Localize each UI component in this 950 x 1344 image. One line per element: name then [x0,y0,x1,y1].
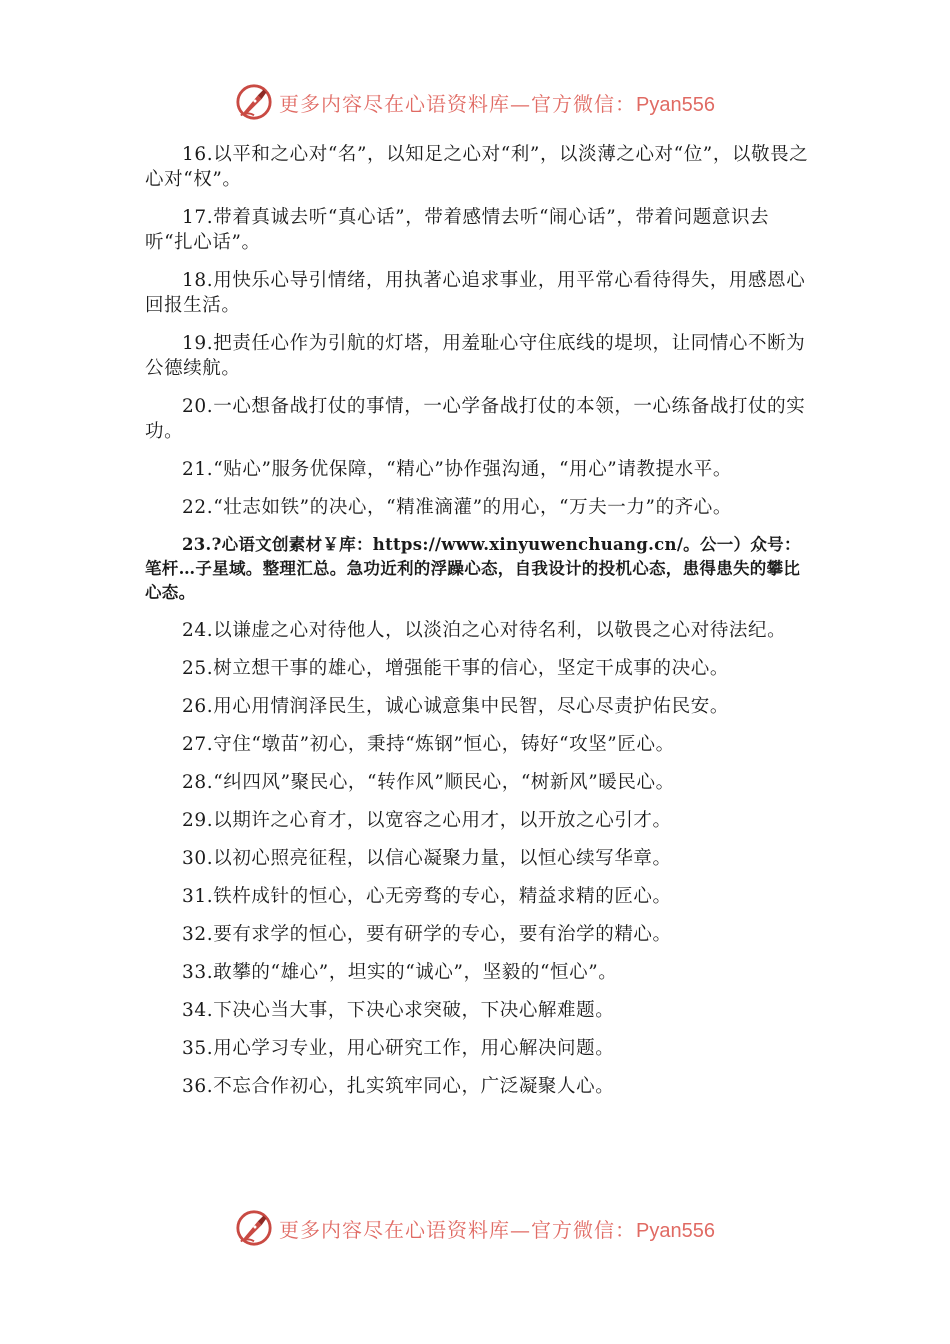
document-body [145,142,811,1112]
list-item-17: 17.带着真诚去听“真心话”，带着感情去听“闹心话”，带着问题意识去听“扎心话”。 [145,207,770,253]
footer-banner [0,1208,950,1248]
list-item-23-ad: 23.?心语文创素材￥库：https://www.xinyuwenchuang.cn/。公一）众号：笔杆…子星域。整理汇总。急功近利的浮躁心态，自我设计的投机心态，患得患失的攀比心态。 [145,535,801,602]
list-item-21: 21.“贴心”服务优保障，“精心”协作强沟通，“用心”请教提水平。 [182,459,732,480]
list-item-30: 30.以初心照亮征程，以信心凝聚力量，以恒心续写华章。 [182,848,672,869]
list-item-36: 36.不忘合作初心，扎实筑牢同心，广泛凝聚人心。 [182,1076,615,1097]
list-item-34: 34.下决心当大事，下决心求突破，下决心解难题。 [182,1000,615,1021]
header-banner-text: 更多内容尽在心语资料库—官方微信：Pyan556 [279,91,715,116]
list-item-31: 31.铁杵成针的恒心，心无旁骛的专心，精益求精的匠心。 [182,886,672,907]
list-item-16: 16.以平和之心对“名”，以知足之心对“利”，以淡薄之心对“位”，以敬畏之心对“权”。 [145,144,809,190]
list-item-32: 32.要有求学的恒心，要有研学的专心，要有治学的精心。 [182,924,672,945]
list-item-19: 19.把责任心作为引航的灯塔，用羞耻心守住底线的堤坝，让同情心不断为公德续航。 [145,333,806,379]
list-item-18: 18.用快乐心导引情绪，用执著心追求事业，用平常心看待得失，用感恩心回报生活。 [145,270,806,316]
list-item-33: 33.敢攀的“雄心”，坦实的“诚心”，坚毅的“恒心”。 [182,962,618,983]
header-banner-id: Pyan556 [636,93,715,116]
fountain-pen-logo-icon [235,1209,273,1247]
list-item-35: 35.用心学习专业，用心研究工作，用心解决问题。 [182,1038,615,1059]
list-item-26: 26.用心用情润泽民生，诚心诚意集中民智，尽心尽责护佑民安。 [182,696,729,717]
list-item-27: 27.守住“墩苗”初心，秉持“炼钢”恒心，铸好“攻坚”匠心。 [182,734,675,755]
list-item-29: 29.以期许之心育才，以宽容之心用才，以开放之心引才。 [182,810,672,831]
footer-banner-id: Pyan556 [636,1219,715,1242]
list-item-25: 25.树立想干事的雄心，增强能干事的信心，坚定干成事的决心。 [182,658,729,679]
list-item-22: 22.“壮志如铁”的决心，“精准滴灌”的用心，“万夫一力”的齐心。 [182,497,732,518]
footer-banner-text: 更多内容尽在心语资料库—官方微信：Pyan556 [279,1217,715,1242]
list-item-28: 28.“纠四风”聚民心，“转作风”顺民心，“树新风”暖民心。 [182,772,675,793]
fountain-pen-logo-icon [235,83,273,121]
list-item-20: 20.一心想备战打仗的事情，一心学备战打仗的本领，一心练备战打仗的实功。 [145,396,806,442]
header-banner [0,82,950,122]
list-item-24: 24.以谦虚之心对待他人，以淡泊之心对待名利，以敬畏之心对待法纪。 [182,620,787,641]
